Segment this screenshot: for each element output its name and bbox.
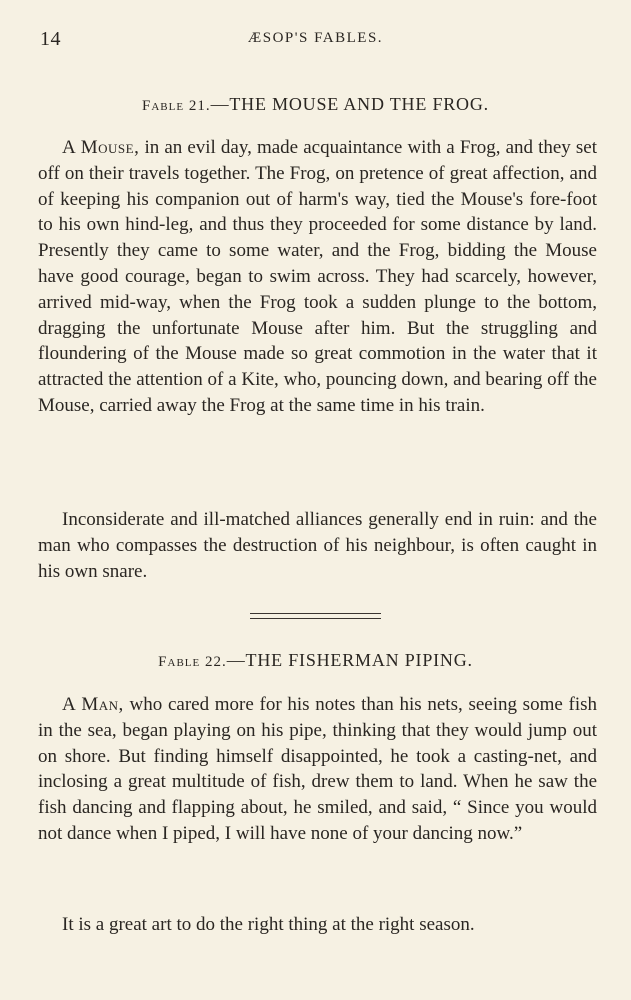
fable-21-title bbox=[0, 94, 631, 115]
fable-21-opening: A Mouse, bbox=[62, 137, 140, 158]
fable-21-text: in an evil day, made acquaintance with a Frog, and they set off on their travels together. The Frog, on pretence of great affection, and of keeping his companion out of harm's way, tied the Mouse's fore-foot to his own hind-leg, and thus they proceeded for some distance by land. Presently they came to some water, and the Frog, bidding the Mouse have good courage, began to swim across. They had scarcely, however, arrived mid-way, when the Frog took a sudden plunge to the bottom, dragging the unfortunate Mouse after him. But the struggling and floundering of the Mouse made so great commotion in the water that it attracted the attention of a Kite, who, pouncing down, and bearing off the Mouse, carried away the Frog at the same time in his train. bbox=[38, 137, 598, 416]
fable-22-opening: A Man, bbox=[62, 694, 124, 715]
running-title: ÆSOP'S FABLES. bbox=[247, 30, 384, 46]
fable-22-label: Fable 22. bbox=[158, 654, 227, 670]
fable-21-moral: Inconsiderate and ill-matched alliances generally end in ruin: and the man who compasses the destruction of his neighbour, is often caught in his own snare. bbox=[38, 509, 597, 582]
fable-22-title bbox=[0, 650, 631, 671]
section-divider-bottom bbox=[250, 618, 381, 619]
section-divider-top bbox=[250, 613, 381, 614]
page-number: 14 bbox=[40, 28, 61, 50]
fable-22-body bbox=[38, 692, 597, 847]
fable-21-label: Fable 21. bbox=[142, 98, 211, 114]
fable-22-heading: —THE FISHERMAN PIPING. bbox=[226, 650, 473, 670]
fable-21-body bbox=[38, 135, 597, 419]
fable-22-text: who cared more for his notes than his nets, seeing some fish in the sea, began playing on his pipe, thinking that they would jump out on shore. But finding himself disappointed, he took a casting-net, and inclosing a great multitude of fish, drew them to land. When he saw the fish dancing and flapping about, he smiled, and said, “ Since you would not dance when I piped, I will have none of your dancing now.” bbox=[38, 694, 597, 844]
fable-22-moral: It is a great art to do the right thing at the right season. bbox=[62, 914, 475, 935]
page-header bbox=[0, 28, 631, 52]
fable-21-heading: —THE MOUSE AND THE FROG. bbox=[210, 94, 489, 114]
